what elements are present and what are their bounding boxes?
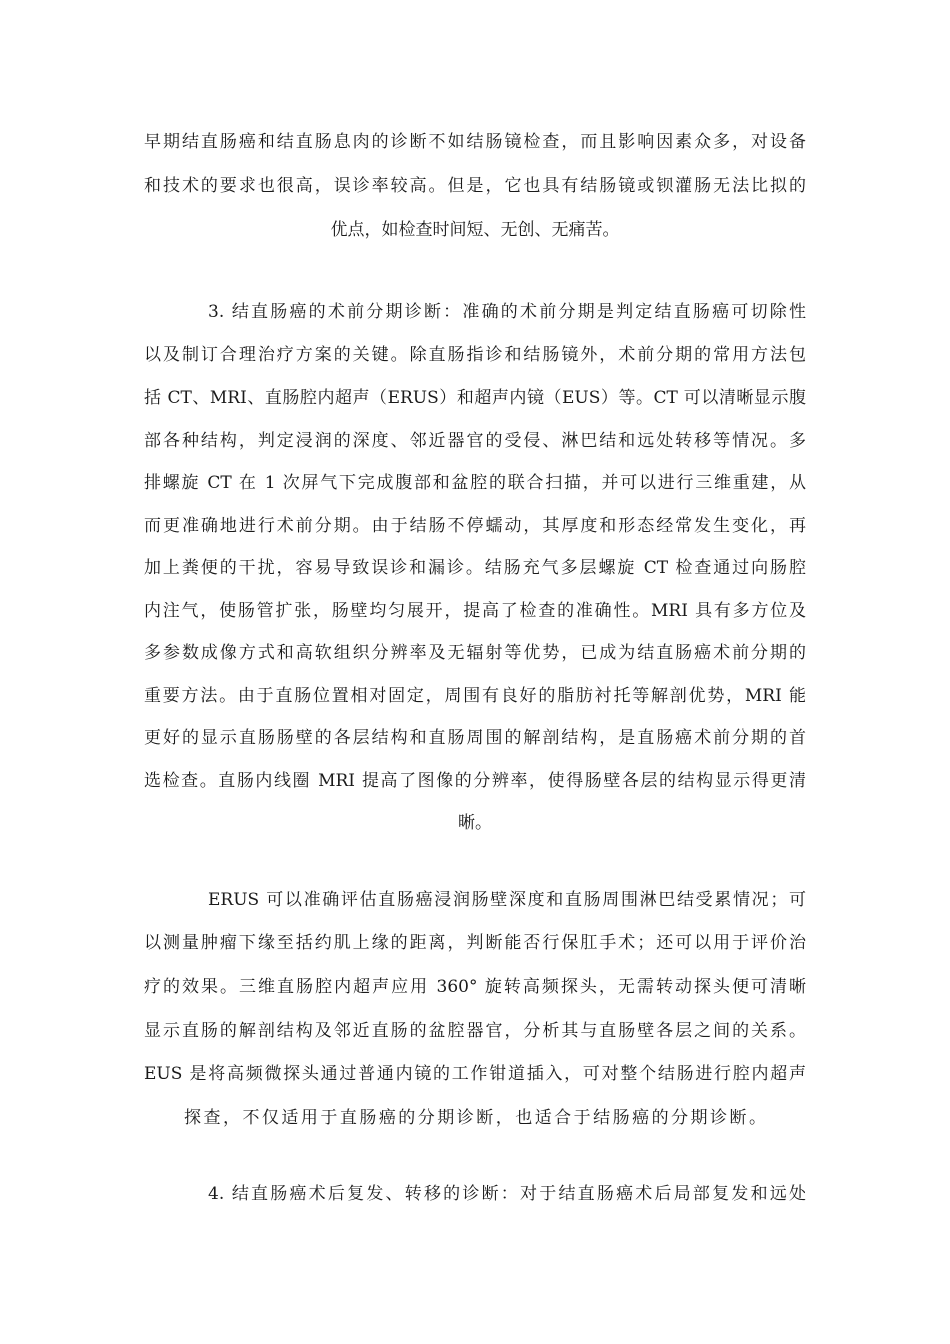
text-line: 优点，如检查时间短、无创、无痛苦。: [330, 220, 620, 240]
text-line: 重要方法。由于直肠位置相对固定，周围有良好的脂肪衬托等解剖优势，MRI 能: [144, 686, 806, 706]
text-line: 以及制订合理治疗方案的关键。除直肠指诊和结肠镜外，术前分期的常用方法包: [144, 345, 806, 365]
text-line: 更好的显示直肠肠壁的各层结构和直肠周围的解剖结构，是直肠癌术前分期的首: [144, 728, 806, 748]
text-line: 4. 结直肠癌术后复发、转移的诊断：对于结直肠癌术后局部复发和远处: [208, 1184, 806, 1204]
text-line: 加上粪便的干扰，容易导致误诊和漏诊。结肠充气多层螺旋 CT 检查通过向肠腔: [144, 558, 806, 578]
text-line: ERUS 可以准确评估直肠癌浸润肠壁深度和直肠周围淋巴结受累情况；可: [208, 890, 806, 910]
text-line: 3. 结直肠癌的术前分期诊断：准确的术前分期是判定结直肠癌可切除性: [208, 302, 806, 322]
text-line: 以测量肿瘤下缘至括约肌上缘的距离，判断能否行保肛手术；还可以用于评价治: [144, 933, 806, 953]
text-line: 显示直肠的解剖结构及邻近直肠的盆腔器官，分析其与直肠壁各层之间的关系。: [144, 1021, 806, 1041]
text-line: 而更准确地进行术前分期。由于结肠不停蠕动，其厚度和形态经常发生变化，再: [144, 516, 806, 536]
text-line: 晰。: [458, 813, 492, 833]
text-line: 和技术的要求也很高，误诊率较高。但是，它也具有结肠镜或钡灌肠无法比拟的: [144, 176, 806, 196]
text-line: 部各种结构，判定浸润的深度、邻近器官的受侵、淋巴结和远处转移等情况。多: [144, 431, 806, 451]
text-line: 探查，不仅适用于直肠癌的分期诊断，也适合于结肠癌的分期诊断。: [184, 1108, 766, 1128]
text-line: 内注气，使肠管扩张，肠壁均匀展开，提高了检查的准确性。MRI 具有多方位及: [144, 601, 806, 621]
text-line: 括 CT、MRI、直肠腔内超声（ERUS）和超声内镜（EUS）等。CT 可以清晰显示腹: [144, 388, 806, 408]
text-line: 选检查。直肠内线圈 MRI 提高了图像的分辨率，使得肠壁各层的结构显示得更清: [144, 771, 806, 791]
text-line: EUS 是将高频微探头通过普通内镜的工作钳道插入，可对整个结肠进行腔内超声: [144, 1064, 806, 1084]
text-line: 排螺旋 CT 在 1 次屏气下完成腹部和盆腔的联合扫描，并可以进行三维重建，从: [144, 473, 806, 493]
text-line: 早期结直肠癌和结直肠息肉的诊断不如结肠镜检查，而且影响因素众多，对设备: [144, 132, 806, 152]
text-line: 疗的效果。三维直肠腔内超声应用 360° 旋转高频探头，无需转动探头便可清晰: [144, 977, 806, 997]
text-line: 多参数成像方式和高软组织分辨率及无辐射等优势，已成为结直肠癌术前分期的: [144, 643, 806, 663]
